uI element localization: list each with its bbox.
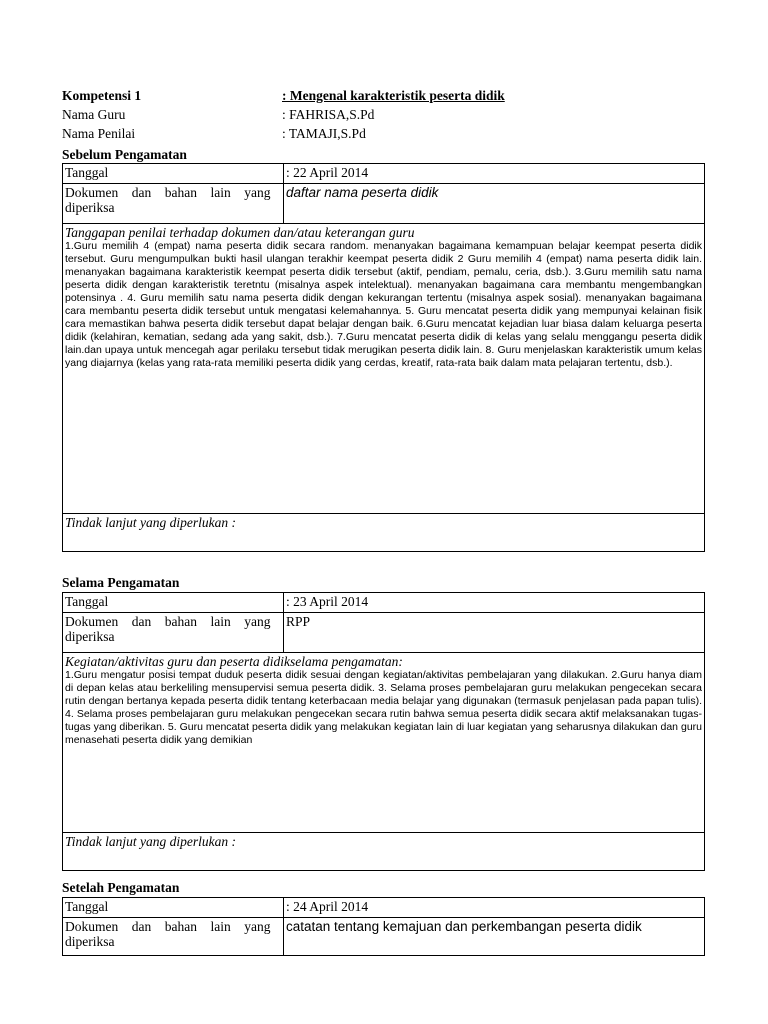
selama-tanggal-label: Tanggal [63, 593, 284, 613]
sebelum-dokumen-label-line1: Dokumen dan bahan lain yang [65, 185, 271, 200]
setelah-title: Setelah Pengamatan [62, 880, 180, 895]
kompetensi-value: : Mengenal karakteristik peserta didik [282, 88, 505, 103]
selama-kegiatan-label: Kegiatan/aktivitas guru dan peserta didikselama pengamatan: [65, 654, 403, 669]
sebelum-tanggal-value: : 22 April 2014 [284, 164, 705, 184]
nama-penilai-label: Nama Penilai [62, 126, 136, 141]
selama-tindak-label: Tindak lanjut yang diperlukan : [63, 833, 705, 871]
selama-title: Selama Pengamatan [62, 575, 180, 590]
selama-dokumen-label-line1: Dokumen dan bahan lain yang [65, 614, 271, 629]
setelah-table [62, 897, 705, 956]
setelah-dokumen-value: catatan tentang kemajuan dan perkembangan peserta didik [284, 918, 705, 956]
selama-tanggal-value: : 23 April 2014 [284, 593, 705, 613]
setelah-dokumen-label [63, 918, 284, 956]
selama-dokumen-label-line2: diperiksa [65, 629, 115, 644]
setelah-dokumen-label-line2: diperiksa [65, 934, 115, 949]
setelah-tanggal-label: Tanggal [63, 898, 284, 918]
sebelum-title: Sebelum Pengamatan [62, 147, 187, 162]
sebelum-tanggapan-cell [63, 224, 705, 514]
sebelum-tanggal-label: Tanggal [63, 164, 284, 184]
selama-dokumen-value: RPP [284, 613, 705, 653]
sebelum-tindak-label: Tindak lanjut yang diperlukan : [63, 514, 705, 552]
sebelum-dokumen-value: daftar nama peserta didik [284, 184, 705, 224]
kompetensi-label: Kompetensi 1 [62, 88, 142, 103]
setelah-dokumen-label-line1: Dokumen dan bahan lain yang [65, 919, 271, 934]
sebelum-tanggapan-text: 1.Guru memilih 4 (empat) nama peserta didik secara random. menanyakan bagaimana kemampuan belajar keempat peserta didik tersebut. Guru mengumpulkan bukti hasil ulangan terakhir keempat peserta didik 2 Guru memilih 4 (empat) nama peserta didik lain. menanyakan bagaimana karakteristik keempat peserta didik tersebut (aktif, pendiam, pemalu, ceria, dsb.). 3.Guru memilih satu nama peserta didik dengan karakteristik teretntu (misalnya aspek intelektual). menanyakan bagaimana cara membantu mengembangkan potensinya . 4. Guru memilih satu nama peserta didik dengan kekurangan tertentu (misalnya aspek sosial). menanyakan bagaimana cara membantu peserta didik tersebut untuk mengatasi kelemahannya. 5. Guru mencatat peserta didik yang mempunyai kelainan fisik cara memastikan bahwa peserta didik tersebut dapat belajar dengan baik. 6.Guru mencatat kejadian luar biasa dalam keluarga peserta didik (kelahiran, kematian, sedang ada yang sakit, dsb.). 7.Guru mencatat peserta didik di kelas yang selalu menggangu peserta didik lain.dan upaya untuk mencegah agar perilaku tersebut tidak merugikan peserta didik lain. 8. Guru menjelaskan karakteristik umum kelas yang diajarnya (kelas yang rata-rata memiliki peserta didik yang cerdas, kreatif, rata-rata baik dalam mata pelajaran tertentu, dsb.). [65, 240, 702, 369]
nama-guru-label: Nama Guru [62, 107, 126, 122]
setelah-tanggal-value: : 24 April 2014 [284, 898, 705, 918]
selama-dokumen-label [63, 613, 284, 653]
kompetensi-row [62, 88, 505, 104]
nama-penilai-row [62, 126, 366, 142]
sebelum-tanggapan-label: Tanggapan penilai terhadap dokumen dan/atau keterangan guru [65, 225, 415, 240]
selama-table [62, 592, 705, 871]
nama-guru-value: : FAHRISA,S.Pd [282, 107, 375, 122]
nama-penilai-value: : TAMAJI,S.Pd [282, 126, 366, 141]
sebelum-dokumen-label-line2: diperiksa [65, 200, 115, 215]
nama-guru-row [62, 107, 375, 123]
selama-kegiatan-text: 1.Guru mengatur posisi tempat duduk peserta didik sesuai dengan kegiatan/aktivitas pembelajaran yang dilakukan. 2.Guru hanya diam di depan kelas atau berkeliling mensupervisi semua peserta didik. 3. Selama proses pembelajaran guru melakukan pengecekan secara rutin dengan bertanya kepada peserta didik tentang keterbacaan media belajar yang digunakan (termasuk penjelasan pada papan tulis). 4. Selama proses pembelajaran guru melakukan pengecekan secara rutin bahwa semua peserta didik secara aktif melaksanakan tugas-tugas yang diberikan. 5. Guru mencatat peserta didik yang melakukan kegiatan lain di luar kegiatan yang seharusnya dilakukan dan guru menasehati peserta didik yang demikian [65, 669, 702, 746]
sebelum-table [62, 163, 705, 552]
sebelum-dokumen-label [63, 184, 284, 224]
selama-kegiatan-cell [63, 653, 705, 833]
